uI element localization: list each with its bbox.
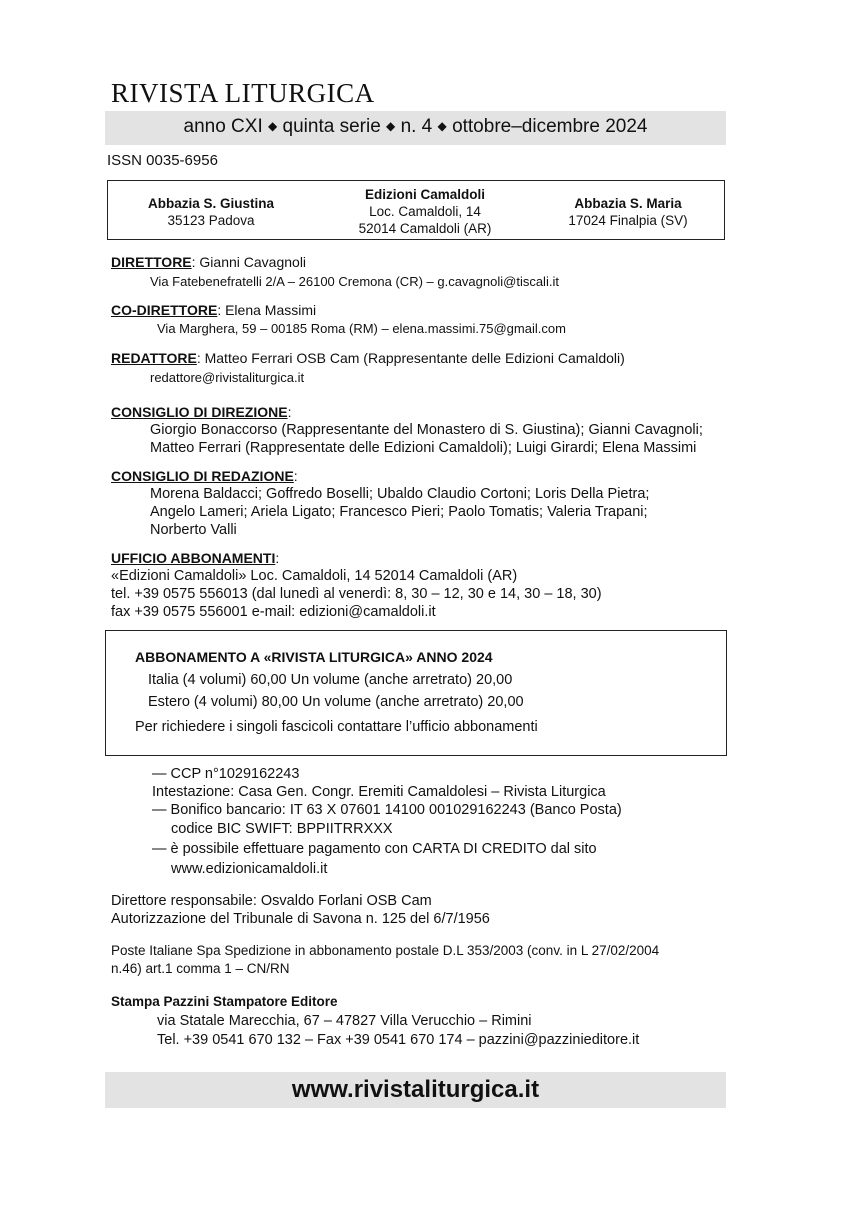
issn: ISSN 0035-6956: [107, 152, 218, 169]
direttore-name: : Gianni Cavagnoli: [191, 254, 307, 270]
payment-line: — Bonifico bancario: IT 63 X 07601 14100 001029162243 (Banco Posta): [152, 802, 622, 818]
publishers-box: [107, 180, 725, 240]
codirettore-detail: Via Marghera, 59 – 00185 Roma (RM) – elena.massimi.75@gmail.com: [157, 321, 566, 336]
consiglio-direzione: [111, 403, 291, 421]
subscription-row-estero: Estero (4 volumi) 80,00 Un volume (anche arretrato) 20,00: [148, 694, 524, 710]
subscription-row-italia: Italia (4 volumi) 60,00 Un volume (anche arretrato) 20,00: [148, 672, 513, 688]
consiglio-direzione-line: Matteo Ferrari (Rappresentate delle Edizioni Camaldoli); Luigi Girardi; Elena Massimi: [150, 440, 697, 456]
consiglio-redazione-line: Angelo Lameri; Ariela Ligato; Francesco Pieri; Paolo Tomatis; Valeria Trapani;: [150, 504, 648, 520]
publisher-address: 17024 Finalpia (SV): [568, 213, 688, 228]
consiglio-direzione-line: Giorgio Bonaccorso (Rappresentante del Monastero di S. Giustina); Gianni Cavagnoli;: [150, 422, 703, 438]
diamond-separator-icon: ◆: [386, 119, 396, 133]
issue-numero: n. 4: [400, 116, 433, 137]
issue-periodo: ottobre–dicembre 2024: [452, 116, 648, 137]
legal-line: Autorizzazione del Tribunale di Savona n. 125 del 6/7/1956: [111, 911, 490, 927]
journal-title: RIVISTA LITURGICA: [111, 78, 375, 108]
publisher-santa-giustina: [126, 195, 296, 229]
consiglio-redazione-line: Morena Baldacci; Goffredo Boselli; Ubaldo Claudio Cortoni; Loris Della Pietra;: [150, 486, 650, 502]
issue-anno: anno CXI: [183, 116, 263, 137]
colon: :: [287, 404, 292, 420]
consiglio-direzione-label: CONSIGLIO DI DIREZIONE: [111, 404, 288, 420]
codirettore-name: : Elena Massimi: [217, 302, 317, 318]
publisher-name: Edizioni Camaldoli: [364, 187, 485, 202]
direttore-label: DIRETTORE: [111, 254, 192, 270]
shipping-line: Poste Italiane Spa Spedizione in abbonamento postale D.L 353/2003 (conv. in L 27/02/2004: [111, 943, 660, 958]
website-link[interactable]: www.rivistaliturgica.it: [291, 1076, 540, 1103]
consiglio-redazione: [111, 467, 298, 485]
publisher-address: 52014 Camaldoli (AR): [358, 221, 492, 236]
ufficio-line: «Edizioni Camaldoli» Loc. Camaldoli, 14 52014 Camaldoli (AR): [111, 568, 518, 584]
publisher-santa-maria: [548, 195, 708, 229]
payment-line: Intestazione: Casa Gen. Congr. Eremiti Camaldolesi – Rivista Liturgica: [152, 784, 606, 800]
subscription-note: Per richiedere i singoli fascicoli contattare l’ufficio abbonamenti: [135, 719, 538, 735]
diamond-separator-icon: ◆: [437, 119, 447, 133]
direttore-detail: Via Fatebenefratelli 2/A – 26100 Cremona (CR) – g.cavagnoli@tiscali.it: [150, 274, 559, 289]
subscription-box: [105, 630, 727, 756]
subscription-heading: ABBONAMENTO A «RIVISTA LITURGICA» ANNO 2024: [135, 649, 493, 665]
redattore: [111, 349, 625, 367]
consiglio-redazione-label: CONSIGLIO DI REDAZIONE: [111, 468, 294, 484]
payment-line: — è possibile effettuare pagamento con CARTA DI CREDITO dal sito: [152, 841, 597, 857]
colon: :: [293, 468, 298, 484]
publisher-address: 35123 Padova: [167, 213, 255, 228]
payment-line: www.edizionicamaldoli.it: [171, 861, 328, 877]
shipping-line: n.46) art.1 comma 1 – CN/RN: [111, 961, 290, 976]
redattore-label: REDATTORE: [111, 350, 197, 366]
codirettore-label: CO-DIRETTORE: [111, 302, 218, 318]
ufficio-abbonamenti: [111, 549, 279, 567]
issue-serie: quinta serie: [282, 116, 381, 137]
ufficio-abbonamenti-label: UFFICIO ABBONAMENTI: [111, 550, 276, 566]
issue-line: [105, 116, 726, 138]
direttore: [111, 253, 306, 271]
publisher-address: Loc. Camaldoli, 14: [369, 204, 481, 219]
redattore-detail: redattore@rivistaliturgica.it: [150, 370, 305, 385]
legal-line: Direttore responsabile: Osvaldo Forlani OSB Cam: [111, 893, 432, 909]
printer-line: via Statale Marecchia, 67 – 47827 Villa Verucchio – Rimini: [157, 1013, 532, 1029]
printer-line: Tel. +39 0541 670 132 – Fax +39 0541 670 174 – pazzini@pazzinieditore.it: [157, 1032, 640, 1048]
codirettore: [111, 301, 316, 319]
payment-line: codice BIC SWIFT: BPPIITRRXXX: [171, 821, 393, 837]
consiglio-redazione-line: Norberto Valli: [150, 522, 237, 538]
redattore-name: : Matteo Ferrari OSB Cam (Rappresentante delle Edizioni Camaldoli): [196, 350, 625, 366]
diamond-separator-icon: ◆: [268, 119, 278, 133]
colon: :: [275, 550, 280, 566]
publisher-name: Abbazia S. Maria: [574, 196, 682, 211]
printer-name: Stampa Pazzini Stampatore Editore: [111, 994, 338, 1009]
ufficio-line: tel. +39 0575 556013 (dal lunedì al venerdì: 8, 30 – 12, 30 e 14, 30 – 18, 30): [111, 586, 602, 602]
ufficio-line: fax +39 0575 556001 e-mail: edizioni@camaldoli.it: [111, 604, 436, 620]
payment-line: — CCP n°1029162243: [152, 766, 300, 782]
publisher-edizioni-camaldoli: [330, 186, 520, 237]
publisher-name: Abbazia S. Giustina: [147, 196, 275, 211]
